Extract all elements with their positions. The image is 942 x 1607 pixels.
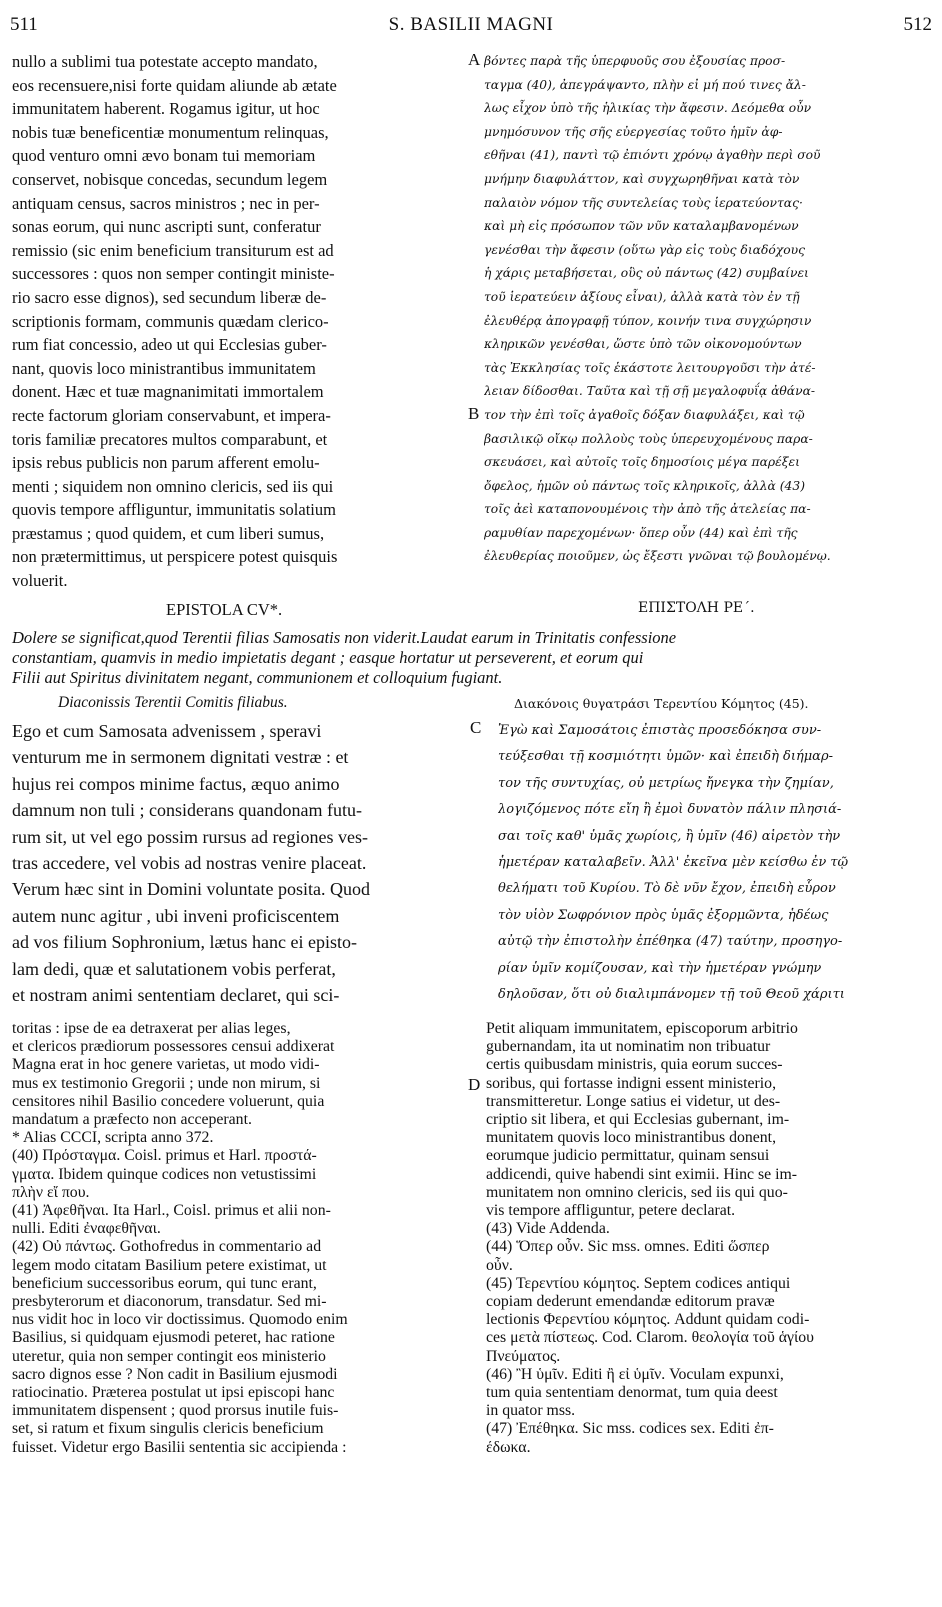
greek-letter-line: τεύξεσθαι τῇ κοσμιότητι ὑμῶν· καὶ ἐπειδὴ διήμαρ- [498,749,833,765]
footnote-line: Basilius, si quidquam ejusmodi peteret, hac ratione [12,1329,335,1347]
page-number-left: 511 [10,14,38,35]
footnote-line: legem modo citatam Basilium petere existimat, ut [12,1256,327,1274]
greek-text-line: βόντες παρὰ τῆς ὑπερφυοῦς σου ἐξουσίας προσ- [484,54,786,68]
greek-letter-text [498,718,930,1008]
footnote-line: mus ex testimonio Gregorii ; unde non mirum, si [12,1074,321,1092]
greek-text-line: καὶ μὴ εἰς πρόσωπον τῶν νῦν καταλαμβανομένων [484,219,799,234]
footnote-line: * Alias CCCI, scripta anno 372. [12,1129,214,1147]
greek-text-line: κληρικῶν γενέσθαι, ὥστε ὑπὸ τῶν οἰκονομούντων [484,337,802,352]
footnote-line: soribus, qui fortasse indigni essent ministerio, [486,1074,777,1092]
footnote-line: presbyterorum et diaconorum, transdatur. Sed mi- [12,1293,327,1311]
latin-text-line: nant, quovis loco ministrantibus immunitatem [12,358,316,378]
latin-text-line: ipsis rebus publicis non parum afferent emolu- [12,453,320,473]
greek-text-line: τοῖς ἀεὶ καταπονουμένοις τὴν ἀπὸ τῆς ἀτελείας πα- [484,502,811,517]
latin-letter-line: lam dedi, quæ et salutationem vobis perferat, [12,958,336,979]
footnote-line: lectionis Φερεντίου κόμητος. Addunt quidam codi- [486,1311,810,1329]
greek-text-line: ταγμα (40), ἀπεγράψαντο, πλὴν εἰ μή πού τινες ἄλ- [484,77,806,92]
latin-text-line: sonas eorum, qui nunc ascripti sunt, conferatur [12,217,321,237]
greek-text-line: τὰς Ἐκκλησίας τοῖς ἑκάστοτε λειτουργοῦσι τὴν ἀτέ- [484,360,816,375]
latin-letter-line: damnum non tuli ; considerans quandonam futu- [12,800,362,821]
latin-text-line: quovis tempore affliguntur, immunitatis solatium [12,500,336,520]
latin-text-line: nobis tuæ beneficentiæ monumentum relinquas, [12,122,329,142]
margin-marker-d: D [468,1075,481,1094]
greek-text-line: παλαιὸν νόμον τῆς συντελείας τοὺς ἱερατεύοντας· [484,195,803,210]
footnote-line: Πνεύματος. [486,1347,561,1365]
latin-text-line: quod venturo omni ævo bonam tui memoriam [12,146,316,166]
footnote-line: (44) Ὅπερ οὖν. Sic mss. omnes. Editi ὥσπερ [486,1238,770,1256]
greek-letter-line: θελήματι τοῦ Κυρίου. Τὸ δὲ νῦν ἔχον, ἐπειδὴ εὗρον [498,881,836,897]
epistola-greek-title: ΕΠΙΣΤΟΛΗ ΡΕ΄. [638,600,755,616]
latin-text-line: remissio (sic enim beneficium transiturum est ad [12,240,334,260]
greek-letter-line: δηλοῦσαν, ὅτι οὐ διαλιμπάνομεν τῇ τοῦ Θεοῦ χάριτι [498,987,845,1003]
footnotes-right [486,1020,930,1457]
latin-column-top [12,50,467,593]
greek-letter-line: αὐτῷ τὴν ἐπιστολὴν ἐπέθηκα (47) ταύτην, προσηγο- [498,934,843,950]
footnote-line: ratiocinatio. Præterea postulat ut ipsi episcopi hanc [12,1384,335,1402]
footnote-line: tum quia sententiam denormat, tum quia deest [486,1384,778,1402]
running-header [10,14,932,44]
footnote-line: munitatem non omnino clericis, sed iis qui quo- [486,1183,788,1201]
epistola-summary [12,628,930,688]
footnote-line: uteretur, quia non semper contingit eos ministerio [12,1347,326,1365]
footnote-line: (46) Ἢ ὑμῖν. Editi ἢ εἰ ὑμῖν. Voculam expunxi, [486,1365,784,1383]
margin-marker-c: C [470,718,482,737]
footnote-line: addicendi, quive habendi sint eximii. Hinc se im- [486,1165,798,1183]
latin-text-line: donent. Hæc et tuæ magnanimitati immortalem [12,382,324,402]
greek-text-line: βασιλικῷ οἴκῳ πολλοὺς τοὺς ὑπερευχομένους παρα- [484,431,813,446]
summary-line: Filii aut Spiritus divinitatem negant, communionem et colloquium fugiant. [12,668,503,687]
greek-letter-line: Ἐγὼ καὶ Σαμοσάτοις ἐπιστὰς προσεδόκησα συν- [498,723,822,738]
greek-letter-line: τον τῆς συντυχίας, οὐ μετρίως ἤνεγκα τὴν ζημίαν, [498,775,834,791]
footnote-line: γματα. Ibidem quinque codices non vetustissimi [12,1165,317,1183]
latin-text-line: eos recensuere,nisi forte quidam aliunde ab ætate [12,75,337,95]
latin-text-line: immunitatem haberent. Rogamus igitur, ut hoc [12,99,320,119]
greek-letter-line: ρίαν ὑμῖν κομίζουσαν, καὶ τὴν ἡμετέραν γνώμην [498,960,822,976]
latin-letter-line: tras accedere, vel vobis ad nostras venire placeat. [12,853,367,874]
margin-marker-b: B [468,404,480,423]
latin-text-line: toris familiæ precatores multos comparabunt, et [12,429,328,449]
footnote-line: (47) Ἐπέθηκα. Sic mss. codices sex. Editi ἐπ- [486,1420,774,1438]
greek-letter-line: λογιζόμενος πότε εἴη ἢ ἐμοὶ δυνατὸν πάλιν πλησιά- [498,802,842,818]
latin-text-line: nullo a sublimi tua potestate accepto mandato, [12,52,318,71]
greek-text-line: ραμυθίαν παρεχομένων· ὅπερ οὖν (44) καὶ ἐπὶ τῆς [484,525,798,540]
footnote-line: copiam dederunt emendandæ editorum pravæ [486,1293,775,1311]
latin-letter-line: Ego et cum Samosata advenissem , speravi [12,721,322,741]
margin-marker-a: A [468,50,481,69]
footnote-line: gubernandam, ita ut nominatim non tribuatur [486,1038,771,1056]
summary-line: constantiam, quamvis in medio impietatis degant ; easque hortatur ut perseverent, et eorum qui [12,648,644,667]
latin-letter-line: ad vos filium Sophronium, lætus hanc ei episto- [12,932,357,953]
latin-letter-line: venturum me in sermonem dignitati vestræ : et [12,747,349,768]
greek-column-top [484,50,930,569]
footnote-line: certis quibusdam ministris, quia eorum succes- [486,1056,783,1074]
latin-text-line: voluerit. [12,571,68,591]
latin-text-line: successores : quos non semper contingit ministe- [12,264,335,284]
greek-letter-line: ἡμετέραν καταλαβεῖν. Ἀλλ' ἐκεῖνα μὲν κείσθω ἐν τῷ [498,855,849,871]
footnote-line: transmitteretur. Longe satius ei videtur, ut des- [486,1092,781,1110]
latin-text-line: scriptionis formam, communis quædam clerico- [12,311,329,331]
footnote-line: Petit aliquam immunitatem, episcoporum arbitrio [486,1020,798,1037]
footnote-line: (41) Ἀφεθῆναι. Ita Harl., Coisl. primus et alii non- [12,1202,331,1220]
latin-letter-line: hujus rei compos minime factus, æquo animo [12,773,340,794]
footnote-line: ces μετὰ πίστεως. Cod. Clarom. θεολογία τοῦ ἁγίου [486,1329,814,1347]
greek-text-line: μνήμην διαφυλάττον, καὶ συγχωρηθῆναι κατὰ τὸν [484,171,800,186]
latin-text-line: menti ; siquidem non omnino clericis, sed iis qui [12,476,334,496]
footnote-line: censitores nihil Basilio concedere voluerunt, quia [12,1092,325,1110]
footnote-line: (43) Vide Addenda. [486,1220,610,1238]
footnote-line: Magna erat in hoc genere varietas, ut modo vidi- [12,1056,320,1074]
greek-text-line: λειαν δίδοσθαι. Ταῦτα καὶ τῇ σῇ μεγαλοφυΐᾳ ἀθάνα- [484,384,816,399]
latin-letter-line: Verum hæc sint in Domini voluntate posita. Quod [12,879,370,900]
footnote-line: toritas : ipse de ea detraxerat per alias leges, [12,1020,291,1037]
greek-text-line: λως εἶχον ὑπὸ τῆς ἡλικίας τὴν ἄφεσιν. Δεόμεθα οὖν [484,101,812,116]
footnote-line: fuisset. Videtur ergo Basilii sententia sic accipienda : [12,1438,347,1456]
greek-letter-line: σαι τοῖς καθ' ὑμᾶς χωρίοις, ἢ ὑμῖν (46) αἱρετὸν τὴν [498,828,841,844]
footnote-line: vis tempore affliguntur, petere declarat. [486,1202,736,1220]
greek-text-line: μνημόσυνον τῆς σῆς εὐεργεσίας τοῦτο ἡμῖν ἀφ- [484,124,783,139]
latin-letter-line: et nostram animi sententiam declaret, qui sci- [12,985,340,1006]
footnote-line: (42) Οὐ πάντως. Gothofredus in commentario ad [12,1238,322,1256]
greek-text-line: εθῆναι (41), παντὶ τῷ ἐπιόντι χρόνῳ ἀγαθὴν περὶ σοῦ [484,148,821,163]
summary-line: Dolere se significat,quod Terentii filias Samosatis non viderit.Laudat earum in Trinitatis confessione [12,628,677,647]
footnote-line: (45) Τερεντίου κόμητος. Septem codices antiqui [486,1274,791,1292]
footnote-line: beneficium successoribus eorum, qui tunc erant, [12,1274,317,1292]
footnote-line: έδωκα. [486,1438,531,1456]
footnote-line: nulli. Editi ἐναφεθῆναι. [12,1220,161,1238]
footnote-line: set, si ratum et fixum singulis clericis beneficium [12,1420,324,1438]
footnote-line: et clericos prædiorum possessores censui addixerat [12,1038,335,1056]
greek-address: Διακόνοις θυγατράσι Τερεντίου Κόμητος (45). [514,696,809,711]
footnote-line: munitatem quovis loco ministrantibus donent, [486,1129,777,1147]
greek-text-line: ὄφελος, ἡμῶν οὐ πάντως τοῖς κληρικοῖς, ἀλλὰ (43) [484,478,805,493]
footnote-line: mandatum a præfecto non acceperant. [12,1111,252,1129]
latin-letter-text [12,718,467,1008]
greek-text-line: ἐλευθερίας ποιοῦμεν, ὡς ἔξεστι γνῶναι τῷ βουλομένῳ. [484,549,831,564]
latin-text-line: rum fiat concessio, adeo ut qui Ecclesias guber- [12,335,327,355]
latin-text-line: non prætermittimus, ut perspicere potest quisquis [12,547,338,567]
footnote-line: πλὴν εἴ που. [12,1183,90,1201]
greek-text-line: ἐλευθέρᾳ ἀπογραφῇ τύπον, κοινήν τινα συγχώρησιν [484,313,812,328]
greek-text-line: τον τὴν ἐπὶ τοῖς ἀγαθοῖς δόξαν διαφυλάξει, καὶ τῷ [484,407,805,422]
latin-text-line: rio sacro esse dignos), sed secundum liberæ de- [12,287,327,307]
latin-text-line: antiquam census, sacros ministros ; nec in per- [12,193,320,213]
footnote-line: (40) Πρόσταγμα. Coisl. primus et Harl. προστά- [12,1147,317,1165]
latin-text-line: præstamus ; quod quidem, et cum liberi sumus, [12,523,325,543]
footnote-line: οὖν. [486,1256,513,1274]
footnotes-left [12,1020,462,1457]
footnote-line: immunitatem dispensent ; quod prorsus inutile fuis- [12,1402,339,1420]
latin-text-line: conservet, nobisque concedas, secundum legem [12,169,328,189]
footnote-line: sacro dignos esse ? Non cadit in Basilium ejusmodi [12,1365,338,1383]
footnote-line: criptio sit libera, et qui Ecclesias gubernant, im- [486,1111,790,1129]
latin-letter-line: autem nunc agitur , ubi inveni proficiscentem [12,905,340,926]
footnote-line: in quator mss. [486,1402,576,1420]
latin-letter-line: rum sit, ut vel ego possim rursus ad regiones ves- [12,826,368,847]
greek-text-line: τοῦ ἱερατεύειν ἀξίους εἶναι), ἀλλὰ κατὰ τὸν ἐν τῇ [484,289,800,304]
latin-text-line: recte factorum gloriam conservabunt, et impera- [12,405,331,425]
epistola-latin-title: EPISTOLA CV*. [166,600,283,619]
greek-text-line: σκευάσει, καὶ αὐτοῖς τοῖς δημοσίοις μέγα παρέξει [484,455,800,470]
greek-text-line: γενέσθαι τὴν ἄφεσιν (οὕτω γὰρ εἰς τοὺς διαδόχους [484,242,805,257]
page-number-right: 512 [903,14,932,35]
footnote-line: nus vidit hoc in loco vir doctissimus. Quomodo enim [12,1311,348,1329]
greek-text-line: ἡ χάρις μεταβήσεται, οὓς οὐ πάντως (42) συμβαίνει [484,266,809,281]
footnote-line: eorumque judicio permittatur, quinam sensui [486,1147,770,1165]
greek-letter-line: τὸν υἱὸν Σωφρόνιον πρὸς ὑμᾶς ἐξορμῶντα, ἡδέως [498,907,829,923]
latin-address: Diaconissis Terentii Comitis filiabus. [58,694,288,711]
running-title: S. BASILII MAGNI [388,14,554,35]
